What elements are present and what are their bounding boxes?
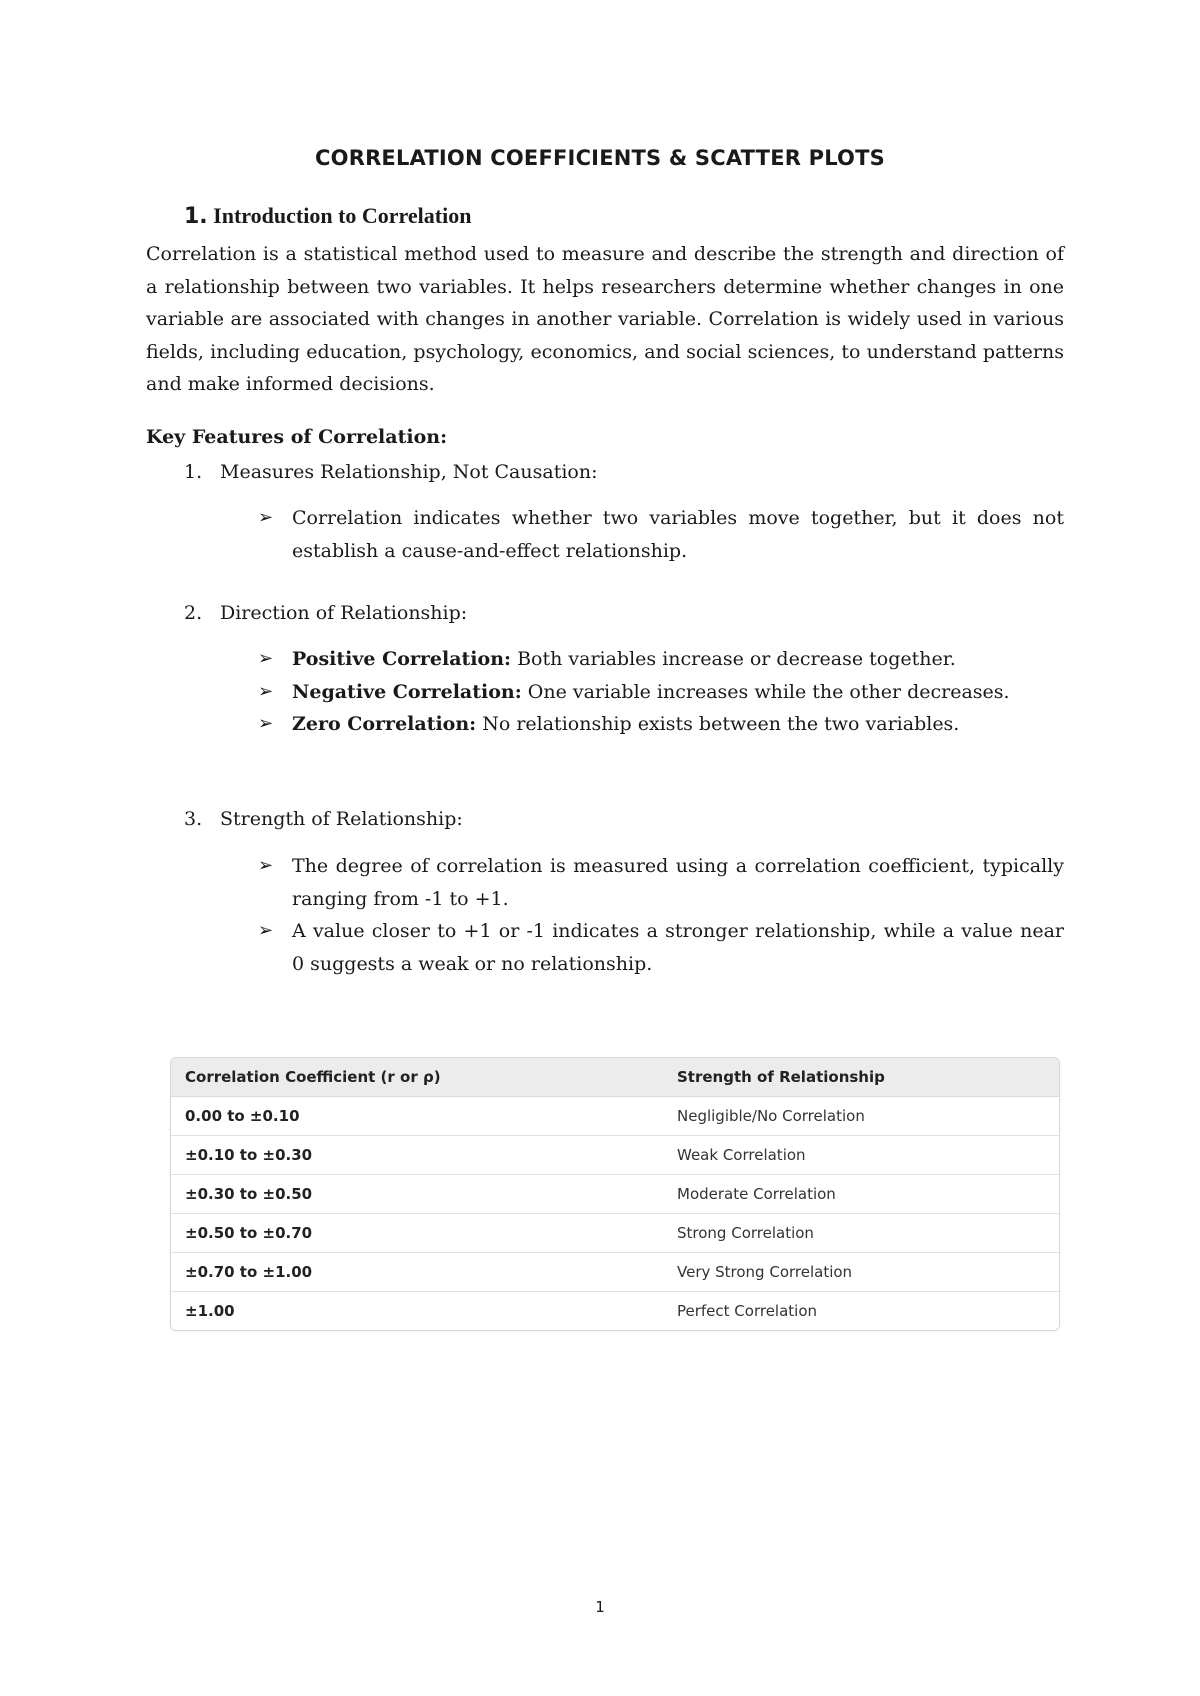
bullet-item [258, 915, 1064, 980]
bullet-bold-term: Zero Correlation: [292, 713, 477, 735]
feature-item-2 [184, 602, 467, 624]
table-cell-strength: Moderate Correlation [663, 1175, 1059, 1214]
bullet-text: No relationship exists between the two variables. [476, 713, 960, 735]
table-cell-range: ±1.00 [185, 1302, 235, 1320]
section-number: 1. [184, 204, 208, 229]
table-cell-range: ±0.30 to ±0.50 [171, 1175, 663, 1214]
bullet-item [258, 676, 1064, 709]
feature-item-1 [184, 461, 598, 483]
bullet-text: The degree of correlation is measured using a correlation coefficient, typically ranging from -1 to +1. [292, 855, 1064, 910]
feature-number: 2. [184, 602, 203, 624]
correlation-strength-table [170, 1057, 1060, 1331]
table-cell-range: ±0.70 to ±1.00 [171, 1253, 663, 1292]
section-heading [184, 203, 471, 229]
feature-title: Measures Relationship, Not Causation: [220, 461, 598, 483]
bullet-text: One variable increases while the other decreases. [521, 680, 1010, 703]
bullet-bold-term: Negative Correlation: [292, 680, 522, 703]
page-number: 1 [595, 1598, 605, 1616]
feature-item-3 [184, 808, 463, 830]
table-header-strength: Strength of Relationship [663, 1058, 1059, 1097]
feature-3-bullets [258, 850, 1064, 980]
table-cell-strength: Very Strong Correlation [663, 1253, 1059, 1292]
bullet-text: A value closer to +1 or -1 indicates a stronger relationship, while a value near 0 suggests a weak or no relationship. [292, 920, 1064, 975]
bullet-item [258, 850, 1064, 915]
intro-paragraph: Correlation is a statistical method used to measure and describe the strength and direction of a relationship between two variables. It helps researchers determine whether changes in one variable are associated with changes in another variable. Correlation is widely used in various fields, including education, psychology, economics, and social sciences, to understand patterns and make informed decisions. [146, 243, 1064, 395]
table-cell-range: 0.00 to ±0.10 [171, 1097, 663, 1136]
arrow-bullet-icon: ➢ [258, 507, 274, 528]
bullet-text: Both variables increase or decrease together. [511, 648, 956, 670]
table-cell-strength: Weak Correlation [663, 1136, 1059, 1175]
table-cell-range: ±0.50 to ±0.70 [171, 1214, 663, 1253]
bullet-item [258, 708, 1064, 741]
bullet-bold-term: Positive Correlation: [292, 648, 512, 670]
table-cell-strength: Negligible/No Correlation [663, 1097, 1059, 1136]
table-cell-strength: Strong Correlation [663, 1214, 1059, 1253]
feature-title: Direction of Relationship: [220, 602, 468, 624]
table-row [171, 1136, 1059, 1175]
feature-2-bullets [258, 643, 1064, 741]
bullet-text: Correlation indicates whether two variables move together, but it does not establish a cause-and-effect relationship. [292, 507, 1064, 562]
arrow-bullet-icon: ➢ [258, 648, 274, 669]
feature-1-bullets [258, 502, 1064, 567]
table-row [171, 1214, 1059, 1253]
arrow-bullet-icon: ➢ [258, 920, 274, 941]
table-row [171, 1292, 1059, 1331]
key-features-heading: Key Features of Correlation: [146, 426, 448, 448]
arrow-bullet-icon: ➢ [258, 680, 274, 702]
table-header-row [171, 1058, 1059, 1097]
table-cell-range: ±0.10 to ±0.30 [171, 1136, 663, 1175]
table-cell-strength: Perfect Correlation [677, 1302, 818, 1320]
arrow-bullet-icon: ➢ [258, 855, 274, 876]
bullet-item [258, 643, 1064, 676]
section-title: Introduction to Correlation [213, 203, 472, 228]
table-header-coefficient: Correlation Coefficient (r or ρ) [171, 1058, 663, 1097]
table-row [171, 1097, 1059, 1136]
feature-number: 3. [184, 808, 203, 830]
feature-title: Strength of Relationship: [220, 808, 463, 830]
feature-number: 1. [184, 461, 203, 483]
table-row [171, 1253, 1059, 1292]
arrow-bullet-icon: ➢ [258, 713, 274, 734]
bullet-item [258, 502, 1064, 567]
table-row [171, 1175, 1059, 1214]
document-title: CORRELATION COEFFICIENTS & SCATTER PLOTS [315, 146, 885, 170]
